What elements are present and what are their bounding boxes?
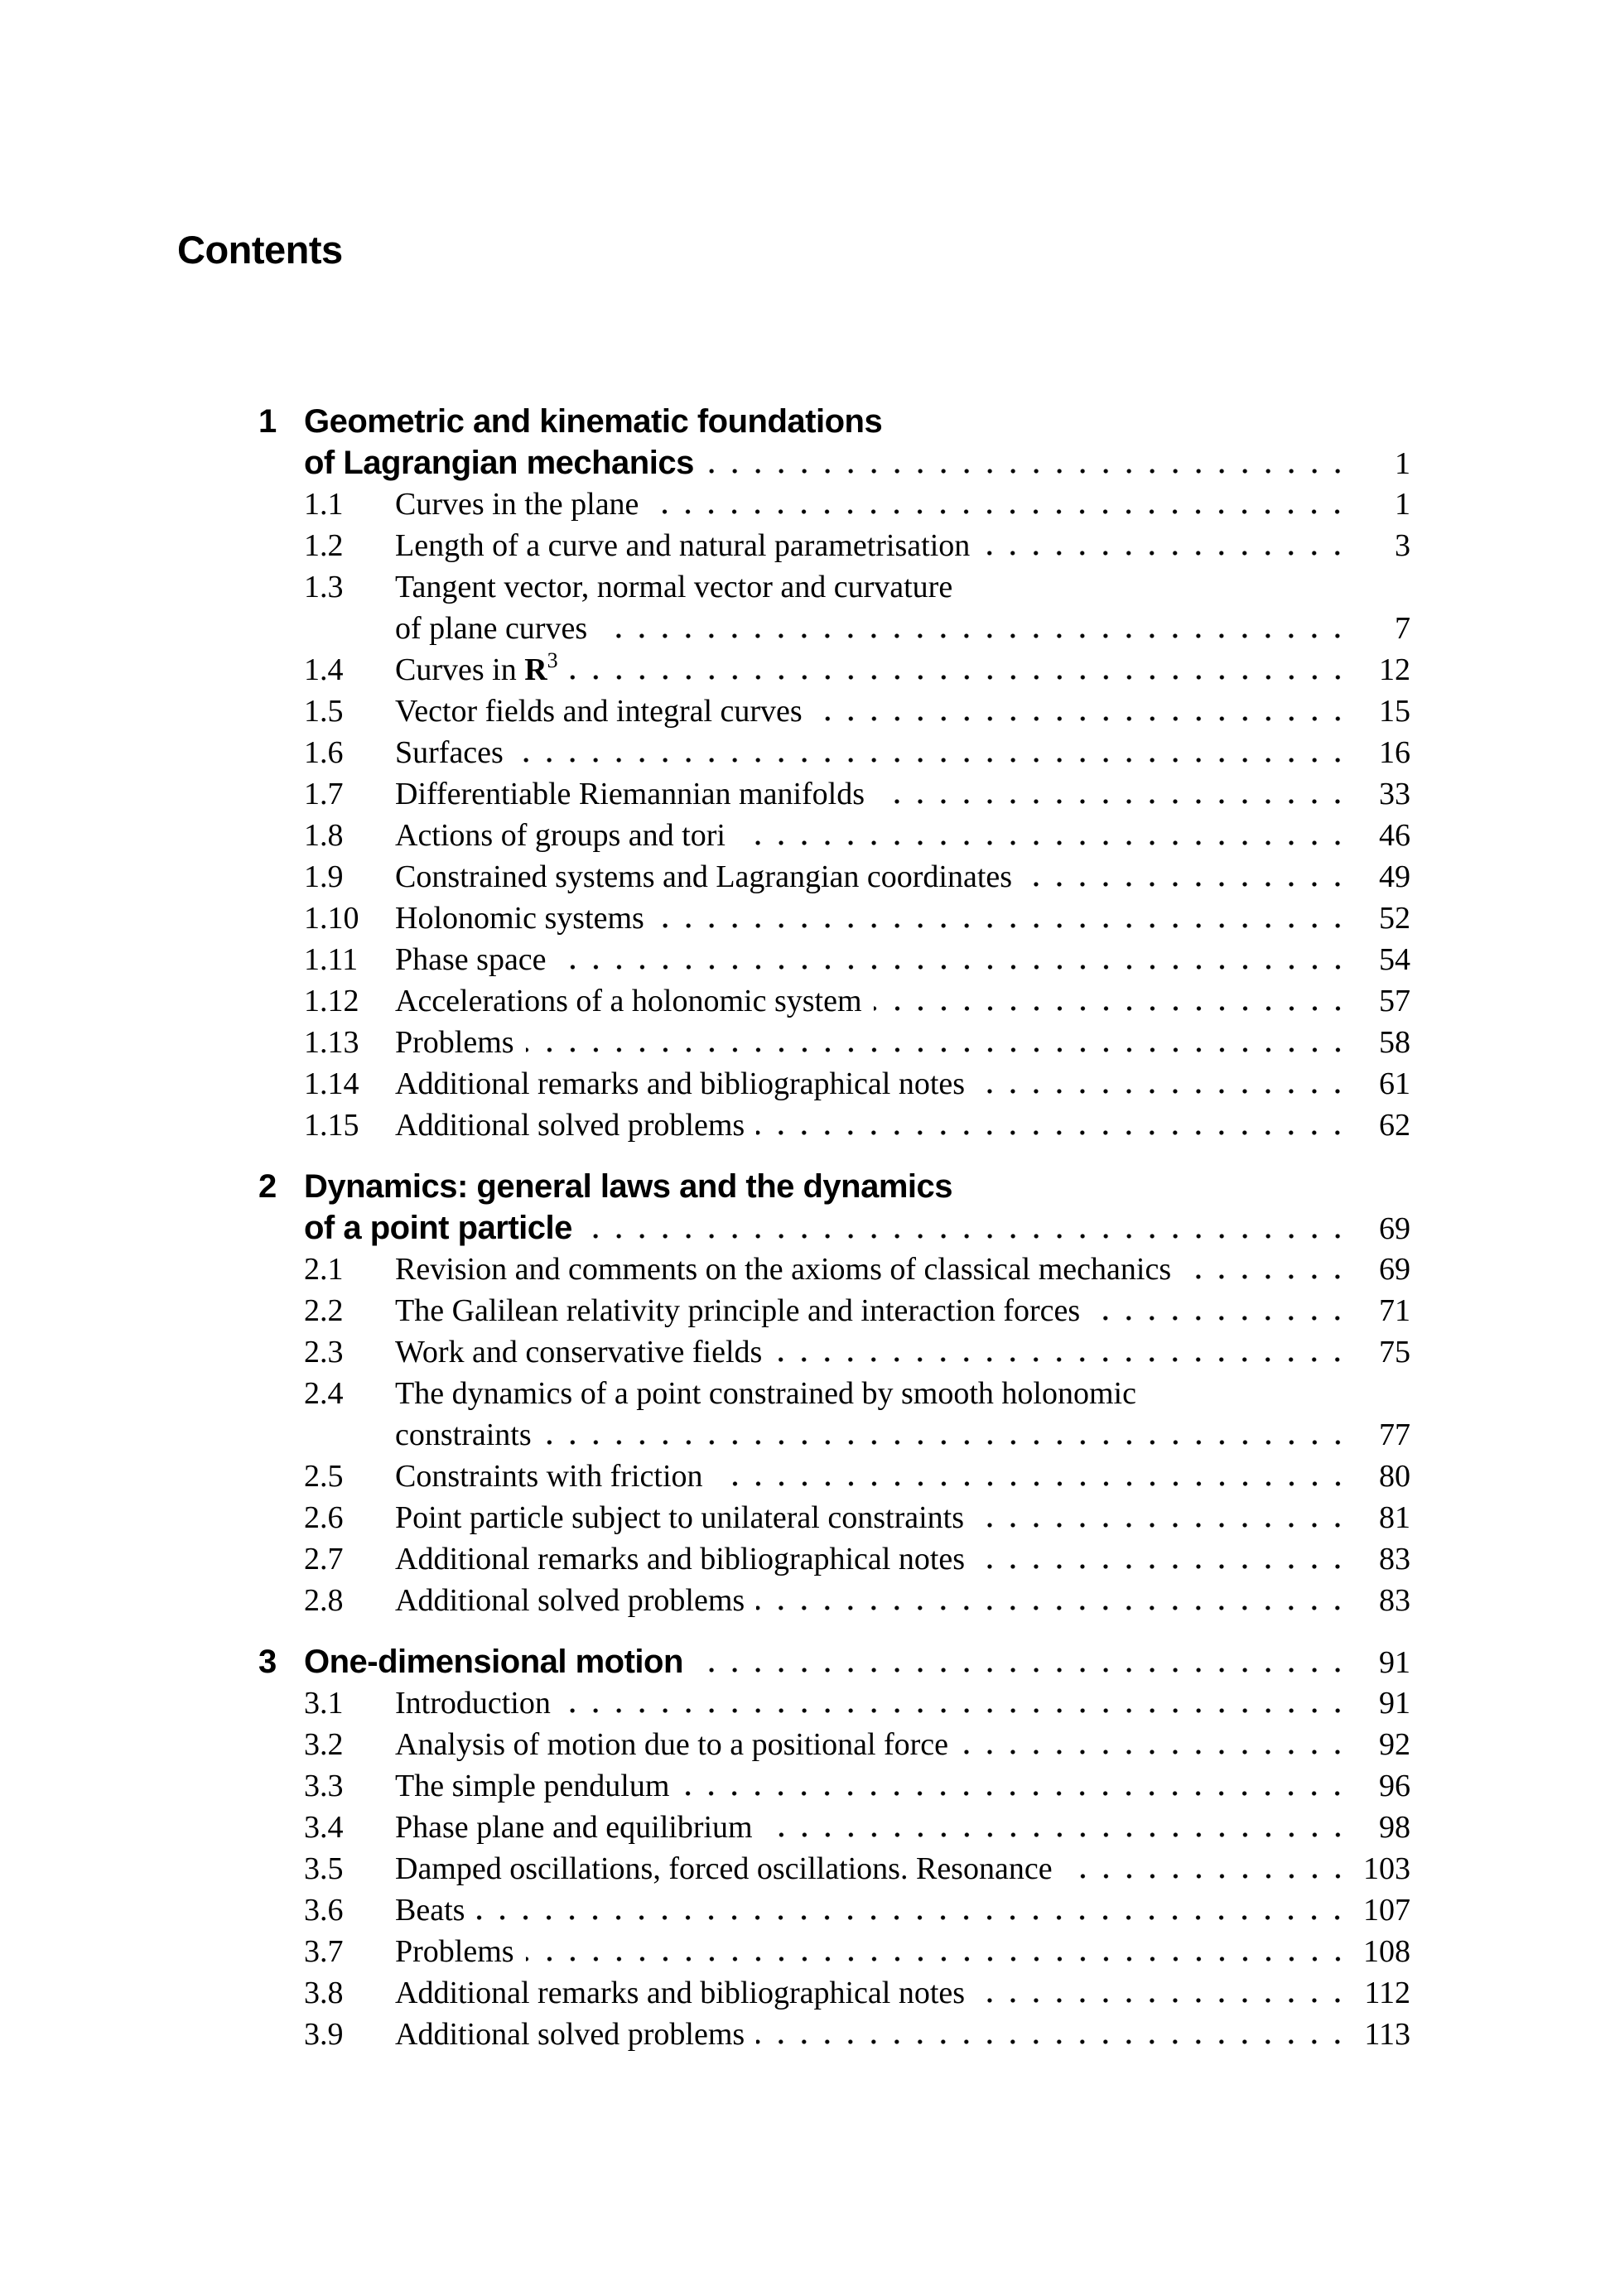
- page-number: 57: [1379, 984, 1410, 1018]
- chapter-heading-row: [258, 401, 1410, 442]
- section-number: 1.12: [304, 984, 359, 1018]
- section-number: 1.3: [304, 570, 344, 604]
- dot-leader: [976, 1998, 1351, 2003]
- page-number: 80: [1379, 1459, 1410, 1494]
- section-row: [258, 1414, 1410, 1456]
- dot-leader: [876, 799, 1351, 804]
- section-number: 1.4: [304, 652, 344, 687]
- page-number: 96: [1379, 1769, 1410, 1803]
- dot-leader: [562, 1708, 1351, 1713]
- section-row: [258, 484, 1410, 525]
- section-row: [258, 1682, 1410, 1724]
- section-row: [258, 1724, 1410, 1765]
- section-row: [258, 856, 1410, 898]
- page-number: 58: [1379, 1025, 1410, 1060]
- section-title: Phase plane and equilibrium: [395, 1810, 753, 1845]
- section-row: [258, 773, 1410, 815]
- section-number: 3.6: [304, 1893, 344, 1928]
- page-number: 71: [1379, 1293, 1410, 1328]
- section-title: Curves in $R^3$: [395, 648, 558, 687]
- section-number: 2.2: [304, 1293, 344, 1328]
- page-number: 16: [1379, 735, 1410, 770]
- dot-leader: [1183, 1274, 1351, 1279]
- chapter-block: [258, 1166, 1410, 1621]
- section-title: Additional solved problems: [395, 1108, 745, 1143]
- section-title: Phase space: [395, 942, 547, 977]
- dot-leader: [976, 1089, 1351, 1094]
- section-title: of plane curves: [395, 611, 588, 646]
- section-row: [258, 1456, 1410, 1497]
- section-row: [258, 2014, 1410, 2055]
- section-row: [258, 1290, 1410, 1331]
- section-number: 2.6: [304, 1500, 344, 1535]
- section-number: 2.4: [304, 1376, 344, 1411]
- chapter-heading-row: [258, 1207, 1410, 1249]
- page-number: 77: [1379, 1418, 1410, 1452]
- page-number: 49: [1379, 859, 1410, 894]
- chapter-heading-row: [258, 1166, 1410, 1207]
- section-number: 3.9: [304, 2017, 344, 2052]
- dot-leader: [650, 509, 1351, 514]
- section-row: [258, 1331, 1410, 1373]
- page-number: 103: [1363, 1851, 1410, 1886]
- section-title: Beats: [395, 1893, 465, 1928]
- section-title: Vector fields and integral curves: [395, 694, 803, 729]
- page-number: 83: [1379, 1542, 1410, 1576]
- section-row: [258, 1889, 1410, 1931]
- page-title: Contents: [177, 228, 343, 272]
- dot-leader: [570, 675, 1351, 680]
- section-number: 3.2: [304, 1727, 344, 1762]
- section-title: Constrained systems and Lagrangian coordinates: [395, 859, 1013, 894]
- dot-leader: [515, 758, 1351, 763]
- section-row: [258, 1105, 1410, 1146]
- section-title: Work and conservative fields: [395, 1335, 763, 1369]
- dot-leader: [1064, 1874, 1351, 1879]
- page-number: 91: [1379, 1686, 1410, 1721]
- section-title: Tangent vector, normal vector and curvature: [395, 570, 953, 604]
- dot-leader: [874, 1006, 1351, 1011]
- dot-leader: [981, 551, 1351, 556]
- dot-leader: [976, 1523, 1351, 1528]
- page-number: 12: [1379, 652, 1410, 687]
- dot-leader: [526, 1957, 1351, 1961]
- dot-leader: [715, 1481, 1351, 1486]
- page-number: 69: [1379, 1211, 1410, 1246]
- section-title: Length of a curve and natural parametrisation: [395, 528, 971, 563]
- section-title: Additional solved problems: [395, 2017, 745, 2052]
- page-number: 54: [1379, 942, 1410, 977]
- chapter-title: Geometric and kinematic foundations: [304, 403, 883, 440]
- section-row: [258, 732, 1410, 773]
- dot-leader: [695, 1668, 1351, 1673]
- section-number: 2.1: [304, 1252, 344, 1287]
- page-number: 108: [1363, 1934, 1410, 1969]
- page-number: 91: [1379, 1645, 1410, 1680]
- section-number: 3.4: [304, 1810, 344, 1845]
- dot-leader: [1092, 1316, 1351, 1321]
- section-title: Accelerations of a holonomic system: [395, 984, 862, 1018]
- page-number: 69: [1379, 1252, 1410, 1287]
- dot-leader: [706, 469, 1351, 474]
- section-title: Problems: [395, 1934, 514, 1969]
- section-title: Surfaces: [395, 735, 504, 770]
- section-number: 1.7: [304, 777, 344, 811]
- math-bold-symbol: R: [524, 652, 547, 687]
- dot-leader: [599, 633, 1351, 638]
- chapter-number: 1: [258, 403, 277, 440]
- section-title: Additional remarks and bibliographical notes: [395, 1976, 966, 2010]
- dot-leader: [756, 2039, 1351, 2044]
- section-title: Introduction: [395, 1686, 551, 1721]
- dot-leader: [543, 1440, 1351, 1445]
- section-title: Actions of groups and tori: [395, 818, 726, 853]
- section-number: 3.5: [304, 1851, 344, 1886]
- dot-leader: [681, 1791, 1351, 1796]
- section-number: 1.10: [304, 901, 359, 936]
- section-row: [258, 1972, 1410, 2014]
- chapter-title: Dynamics: general laws and the dynamics: [304, 1168, 953, 1205]
- dot-leader: [558, 965, 1351, 970]
- section-title: Constraints with friction: [395, 1459, 703, 1494]
- section-row: [258, 815, 1410, 856]
- dot-leader: [476, 1915, 1351, 1920]
- section-row: [258, 1848, 1410, 1889]
- section-number: 2.5: [304, 1459, 344, 1494]
- section-number: 2.3: [304, 1335, 344, 1369]
- superscript: 3: [547, 648, 558, 672]
- page-number: 61: [1379, 1066, 1410, 1101]
- section-title: constraints: [395, 1418, 532, 1452]
- section-row: [258, 1765, 1410, 1807]
- section-number: 1.5: [304, 694, 344, 729]
- section-row: [258, 939, 1410, 980]
- chapter-number: 2: [258, 1168, 277, 1205]
- dot-leader: [1024, 882, 1351, 887]
- section-number: 1.9: [304, 859, 344, 894]
- chapter-title: of Lagrangian mechanics: [304, 445, 694, 481]
- section-row: [258, 1022, 1410, 1063]
- dot-leader: [584, 1234, 1351, 1239]
- section-number: 1.11: [304, 942, 359, 977]
- section-row: [258, 980, 1410, 1022]
- section-title: Analysis of motion due to a positional force: [395, 1727, 949, 1762]
- dot-leader: [976, 1564, 1351, 1569]
- page-number: 52: [1379, 901, 1410, 936]
- section-number: 3.1: [304, 1686, 344, 1721]
- section-number: 1.13: [304, 1025, 359, 1060]
- page-number: 75: [1379, 1335, 1410, 1369]
- dot-leader: [526, 1047, 1351, 1052]
- section-row: [258, 1497, 1410, 1538]
- section-number: 3.7: [304, 1934, 344, 1969]
- section-number: 1.15: [304, 1108, 359, 1143]
- section-row: [258, 898, 1410, 939]
- chapter-heading-row: [258, 442, 1410, 484]
- dot-leader: [764, 1832, 1351, 1837]
- section-number: 3.3: [304, 1769, 344, 1803]
- page-number: 107: [1363, 1893, 1410, 1928]
- section-number: 1.6: [304, 735, 344, 770]
- chapter-block: [258, 1641, 1410, 2055]
- section-row: [258, 1249, 1410, 1290]
- section-title: Revision and comments on the axioms of classical mechanics: [395, 1252, 1172, 1287]
- dot-leader: [960, 1750, 1351, 1754]
- section-number: 1.8: [304, 818, 344, 853]
- page-number: 1: [1395, 487, 1410, 522]
- chapter-title: One-dimensional motion: [304, 1644, 683, 1680]
- page-number: 81: [1379, 1500, 1410, 1535]
- section-title: Differentiable Riemannian manifolds: [395, 777, 865, 811]
- section-number: 2.7: [304, 1542, 344, 1576]
- section-title: Additional solved problems: [395, 1583, 745, 1618]
- chapter-heading-row: [258, 1641, 1410, 1682]
- page-number: 83: [1379, 1583, 1410, 1618]
- section-title: Curves in the plane: [395, 487, 639, 522]
- chapter-block: [258, 401, 1410, 1146]
- page-number: 112: [1364, 1976, 1410, 2010]
- dot-leader: [774, 1357, 1351, 1362]
- section-title: Holonomic systems: [395, 901, 644, 936]
- section-title: Problems: [395, 1025, 514, 1060]
- section-row: [258, 649, 1410, 691]
- section-row: [258, 1063, 1410, 1105]
- section-number: 3.8: [304, 1976, 344, 2010]
- section-title: Additional remarks and bibliographical notes: [395, 1542, 966, 1576]
- section-row: [258, 1580, 1410, 1621]
- page-number: 92: [1379, 1727, 1410, 1762]
- dot-leader: [814, 716, 1351, 721]
- dot-leader: [656, 923, 1351, 928]
- section-row: [258, 1931, 1410, 1972]
- dot-leader: [756, 1130, 1351, 1135]
- section-number: 2.8: [304, 1583, 344, 1618]
- dot-leader: [737, 840, 1351, 845]
- section-row: [258, 1538, 1410, 1580]
- section-title: The dynamics of a point constrained by smooth holonomic: [395, 1376, 1136, 1411]
- page-number: 98: [1379, 1810, 1410, 1845]
- page-number: 46: [1379, 818, 1410, 853]
- section-title: Damped oscillations, forced oscillations. Resonance: [395, 1851, 1053, 1886]
- section-row: [258, 1373, 1410, 1414]
- page-number: 62: [1379, 1108, 1410, 1143]
- section-number: 1.14: [304, 1066, 359, 1101]
- page-number: 3: [1395, 528, 1410, 563]
- section-title: Point particle subject to unilateral constraints: [395, 1500, 964, 1535]
- table-of-contents: [258, 401, 1410, 2055]
- section-title: The simple pendulum: [395, 1769, 670, 1803]
- page-number: 1: [1395, 446, 1410, 481]
- dot-leader: [756, 1605, 1351, 1610]
- section-number: 1.2: [304, 528, 344, 563]
- section-row: [258, 608, 1410, 649]
- page-number: 7: [1395, 611, 1410, 646]
- section-row: [258, 566, 1410, 608]
- page-number: 33: [1379, 777, 1410, 811]
- page-number: 113: [1364, 2017, 1410, 2052]
- chapter-title: of a point particle: [304, 1210, 572, 1246]
- section-title: The Galilean relativity principle and interaction forces: [395, 1293, 1081, 1328]
- section-row: [258, 691, 1410, 732]
- section-number: 1.1: [304, 487, 344, 522]
- section-title: Additional remarks and bibliographical notes: [395, 1066, 966, 1101]
- chapter-number: 3: [258, 1644, 277, 1680]
- page-number: 15: [1379, 694, 1410, 729]
- section-row: [258, 1807, 1410, 1848]
- section-row: [258, 525, 1410, 566]
